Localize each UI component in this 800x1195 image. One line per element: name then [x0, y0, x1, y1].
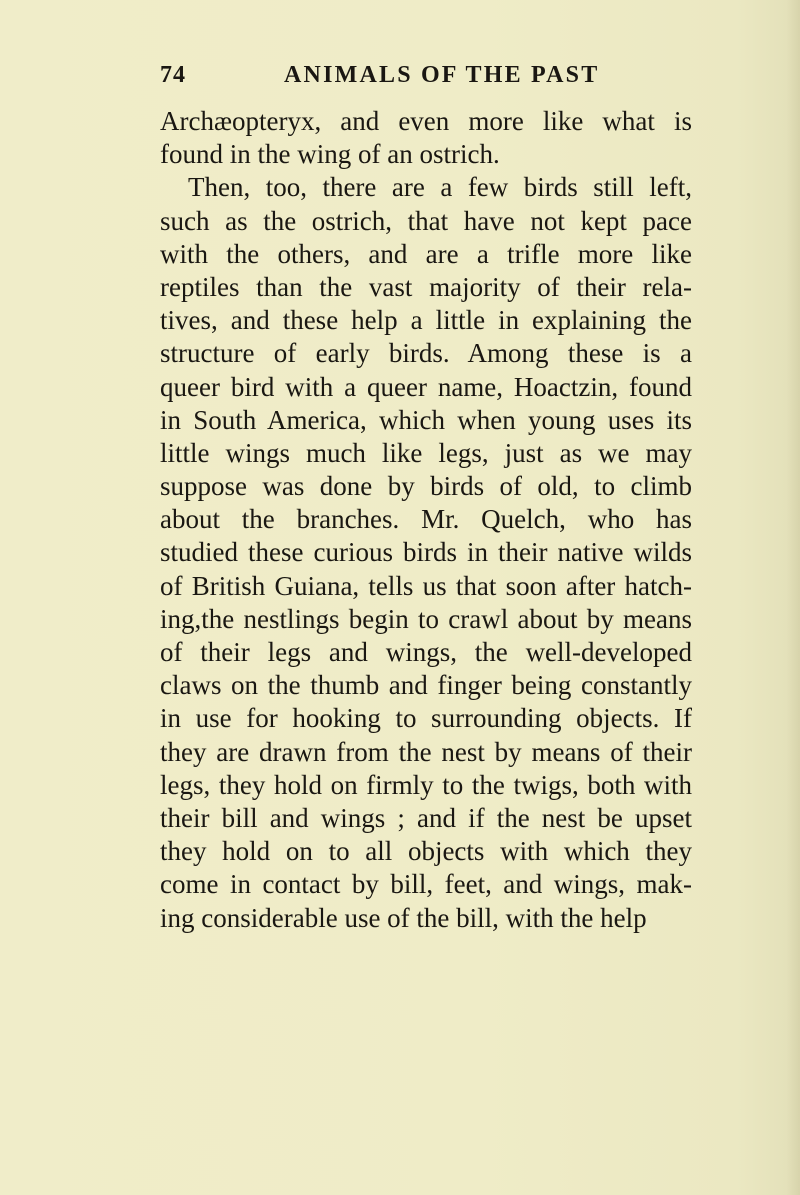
- text-line: legs, they hold on firmly to the twigs, both with: [160, 769, 692, 800]
- text-line: such as the ostrich, that have not kept pace: [160, 205, 692, 236]
- text-line: in South America, which when young uses its: [160, 404, 692, 435]
- text-line: of British Guiana, tells us that soon after hatch-: [160, 570, 692, 601]
- page-number: 74: [160, 62, 186, 88]
- text-line: of their legs and wings, the well-developed: [160, 637, 692, 667]
- text-line: come in contact by bill, feet, and wings, mak-: [160, 869, 692, 900]
- page-edge-shadow: [786, 0, 800, 1195]
- text-line: structure of early birds. Among these is a: [160, 338, 692, 369]
- text-line: little wings much like legs, just as we may: [160, 437, 692, 468]
- text-line: they hold on to all objects with which they: [160, 836, 692, 867]
- text-line: studied these curious birds in their native wilds: [160, 537, 692, 568]
- text-line: claws on the thumb and finger being constantly: [160, 670, 692, 701]
- text-line: tives, and these help a little in explaining the: [160, 305, 692, 336]
- text-line: Archæopteryx, and even more like what is: [160, 106, 692, 136]
- text-line: reptiles than the vast majority of their rela-: [160, 271, 692, 302]
- text-line: Then, too, there are a few birds still left,: [188, 172, 692, 203]
- text-line: ing,the nestlings begin to crawl about by means: [160, 603, 692, 634]
- running-head: [160, 62, 720, 98]
- text-line: found in the wing of an ostrich.: [160, 139, 500, 170]
- text-line: with the others, and are a trifle more like: [160, 238, 692, 269]
- text-line: in use for hooking to surrounding objects. If: [160, 703, 692, 734]
- body-text: [160, 105, 692, 935]
- text-line: suppose was done by birds of old, to climb: [160, 471, 692, 502]
- text-line: their bill and wings ; and if the nest be upset: [160, 802, 692, 833]
- text-line: ing considerable use of the bill, with the help: [160, 902, 647, 933]
- text-line: they are drawn from the nest by means of their: [160, 736, 692, 767]
- running-title: ANIMALS OF THE PAST: [284, 62, 600, 88]
- text-line: about the branches. Mr. Quelch, who has: [160, 504, 692, 535]
- text-line: queer bird with a queer name, Hoactzin, found: [160, 371, 692, 402]
